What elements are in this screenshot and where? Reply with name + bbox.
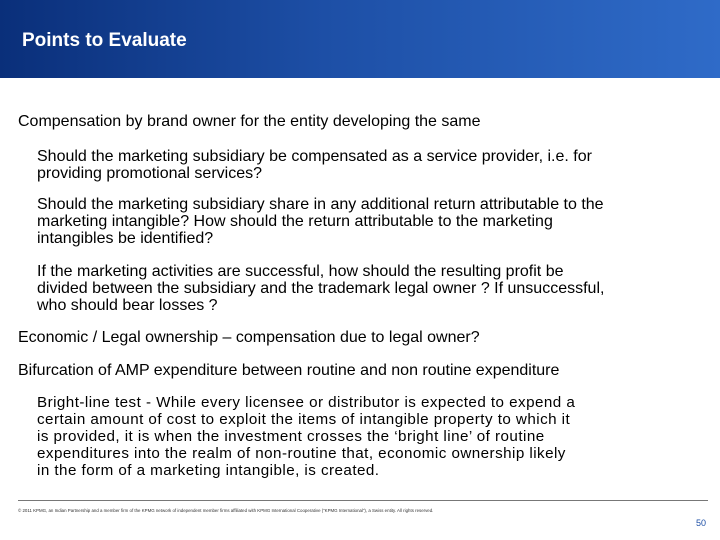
sub-bullet-service-provider: Should the marketing subsidiary be compensated as a service provider, i.e. for providing promotional services? (37, 148, 592, 182)
title-banner (0, 0, 720, 78)
bullet-ownership: Economic / Legal ownership – compensation due to legal owner? (18, 329, 480, 346)
copyright-notice: © 2011 KPMG, an Indian Partnership and a member firm of the KPMG network of independent member firms affiliated with KPMG International Cooperative (“KPMG International”), a Swiss entity. All rights reserved. (18, 508, 434, 513)
page-title: Points to Evaluate (22, 30, 187, 51)
bullet-bifurcation: Bifurcation of AMP expenditure between routine and non routine expenditure (18, 362, 560, 379)
sub-bullet-additional-return: Should the marketing subsidiary share in any additional return attributable to the marketing intangible? How should the return attributable to the marketing intangibles be identified? (37, 196, 604, 247)
bullet-compensation: Compensation by brand owner for the entity developing the same (18, 113, 481, 130)
sub-bullet-profit-division: If the marketing activities are successful, how should the resulting profit be divided between the subsidiary and the trademark legal owner ? If unsuccessful, who should bear losses ? (37, 263, 605, 314)
sub-bullet-bright-line-test: Bright-line test - While every licensee or distributor is expected to expend a certain amount of cost to exploit the items of intangible property to which it is provided, it is when the investment crosses the ‘bright line’ of routine expenditures into the realm of non-routine that, economic ownership likely in the form of a marketing intangible, is created. (37, 394, 576, 479)
footer-divider (18, 500, 708, 501)
page-number: 50 (695, 518, 706, 528)
